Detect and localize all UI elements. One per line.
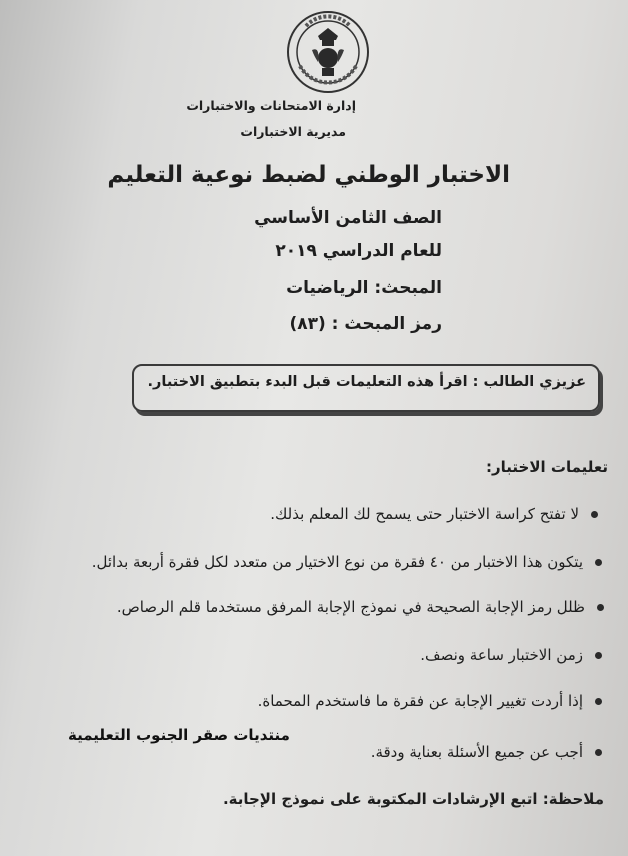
instruction-item <box>92 553 602 571</box>
instruction-item <box>117 598 604 616</box>
instruction-item <box>371 743 602 761</box>
bullet-icon <box>591 511 598 518</box>
ministry-emblem-logo <box>282 6 374 98</box>
instruction-text: أجب عن جميع الأسئلة بعناية ودقة. <box>370 743 583 761</box>
subject-label: المبحث: الرياضيات <box>286 278 442 298</box>
instruction-item <box>420 646 602 664</box>
exams-administration-label: إدارة الامتحانات والاختبارات <box>186 98 356 113</box>
subject-code-label: رمز المبحث : (٨٣) <box>289 314 442 334</box>
instruction-text: زمن الاختبار ساعة ونصف. <box>420 646 583 664</box>
forum-watermark: منتديات صقر الجنوب التعليمية <box>68 726 290 744</box>
grade-label: الصف الثامن الأساسي <box>254 208 442 228</box>
answer-sheet-note: ملاحظة: اتبع الإرشادات المكتوبة على نموذج الإجابة. <box>222 790 604 808</box>
instruction-text: يتكون هذا الاختبار من ٤٠ فقرة من نوع الاختيار من متعدد لكل فقرة أربعة بدائل. <box>91 553 583 571</box>
bullet-icon <box>595 652 602 659</box>
tests-directorate-label: مديرية الاختبارات <box>240 124 346 139</box>
instruction-text: لا تفتح كراسة الاختبار حتى يسمح لك المعلم بذلك. <box>270 505 579 523</box>
exam-title: الاختبار الوطني لضبط نوعية التعليم <box>107 162 510 188</box>
instruction-item <box>258 692 602 710</box>
bullet-icon <box>595 698 602 705</box>
academic-year-label: للعام الدراسي ٢٠١٩ <box>275 241 442 261</box>
instruction-item <box>270 505 598 523</box>
notice-text: عزيزي الطالب : اقرأ هذه التعليمات قبل البدء بتطبيق الاختبار. <box>147 374 586 390</box>
bullet-icon <box>595 749 602 756</box>
instruction-text: ظلل رمز الإجابة الصحيحة في نموذج الإجابة المرفق مستخدما قلم الرصاص. <box>116 598 585 616</box>
instruction-text: إذا أردت تغيير الإجابة عن فقرة ما فاستخدم المحماة. <box>257 692 583 710</box>
bullet-icon <box>595 559 602 566</box>
instructions-heading: تعليمات الاختبار: <box>486 458 608 476</box>
bullet-icon <box>597 604 604 611</box>
